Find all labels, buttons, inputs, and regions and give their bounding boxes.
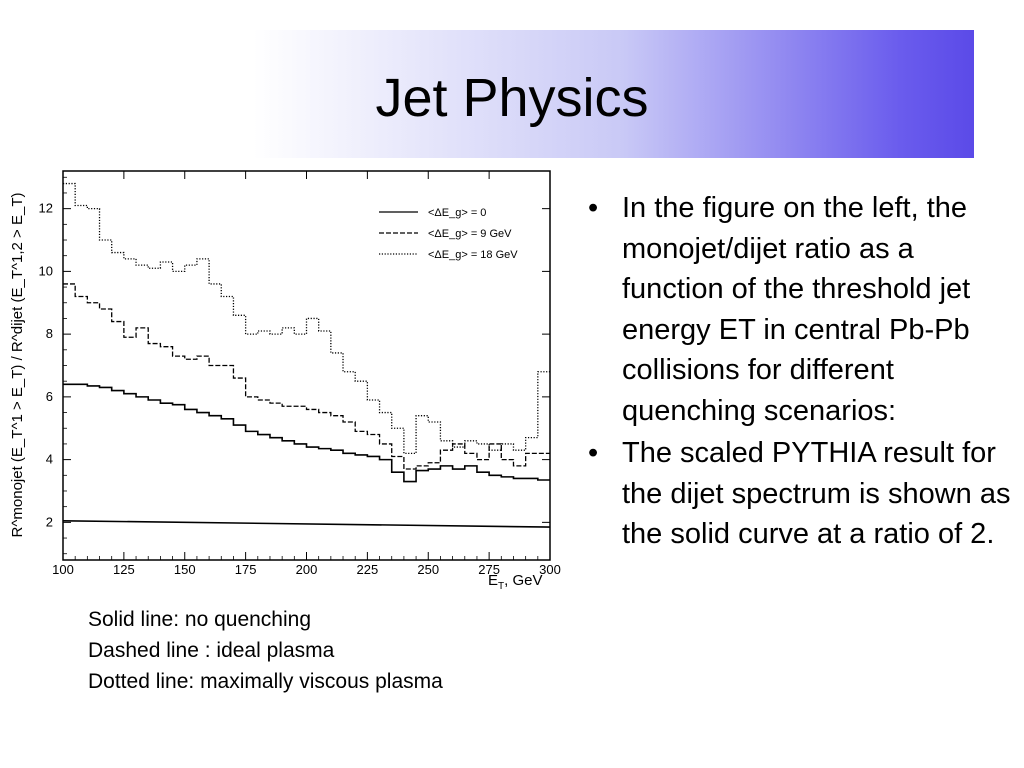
series-line-1 [63, 384, 550, 481]
x-tick-label: 175 [234, 562, 257, 577]
caption-line-solid: Solid line: no quenching [88, 608, 312, 631]
x-tick-label: 225 [356, 562, 379, 577]
bullet-item [588, 433, 1020, 555]
x-axis-label [488, 572, 542, 592]
legend-label-dotted: <ΔE_g> = 18 GeV [428, 249, 518, 261]
bullet-list [588, 188, 1020, 557]
caption-line-dotted: Dotted line: maximally viscous plasma [88, 670, 443, 693]
legend-label-dashed: <ΔE_g> = 9 GeV [428, 228, 512, 240]
series-line-4 [63, 521, 550, 527]
y-tick-label: 8 [45, 326, 53, 342]
x-tick-label: 200 [295, 562, 318, 577]
x-tick-label: 100 [52, 562, 74, 577]
x-tick-label: 150 [173, 562, 196, 577]
bullet-item [588, 188, 1020, 431]
y-axis-label: R^monojet (E_T^1 > E_T) / R^dijet (E_T^1,2 > E_T) [9, 192, 26, 538]
series-line-3 [63, 184, 550, 454]
monojet-dijet-ratio-chart [0, 160, 580, 600]
bullet-marker: • [588, 192, 599, 224]
bullet-text: In the figure on the left, the monojet/dijet ratio as a function of the threshold jet energy ET in central Pb-Pb collisions for different quenching scenarios: [622, 192, 971, 427]
slide-title: Jet Physics [375, 68, 649, 128]
legend [379, 207, 518, 261]
x-axis-label-unit: , GeV [504, 572, 543, 589]
y-tick-label: 10 [38, 263, 53, 279]
x-tick-label: 300 [539, 562, 561, 577]
x-tick-label: 250 [417, 562, 440, 577]
series-line-2 [63, 284, 550, 469]
bullet-text: The scaled PYTHIA result for the dijet spectrum is shown as the solid curve at a ratio of 2. [622, 437, 1011, 550]
y-tick-label: 12 [38, 200, 53, 216]
title-banner [50, 30, 974, 158]
x-axis-label-sub: T [498, 581, 505, 592]
caption-line-dashed: Dashed line : ideal plasma [88, 639, 335, 662]
bullet-marker: • [588, 437, 599, 469]
y-tick-label: 4 [45, 451, 53, 467]
x-tick-label: 125 [113, 562, 135, 577]
legend-label-solid: <ΔE_g> = 0 [428, 207, 487, 219]
y-tick-label: 6 [45, 388, 53, 404]
figure-caption [88, 604, 443, 697]
x-axis-label-main: E [488, 572, 499, 589]
y-tick-label: 2 [45, 514, 53, 530]
x-tick-label: 275 [478, 562, 500, 577]
